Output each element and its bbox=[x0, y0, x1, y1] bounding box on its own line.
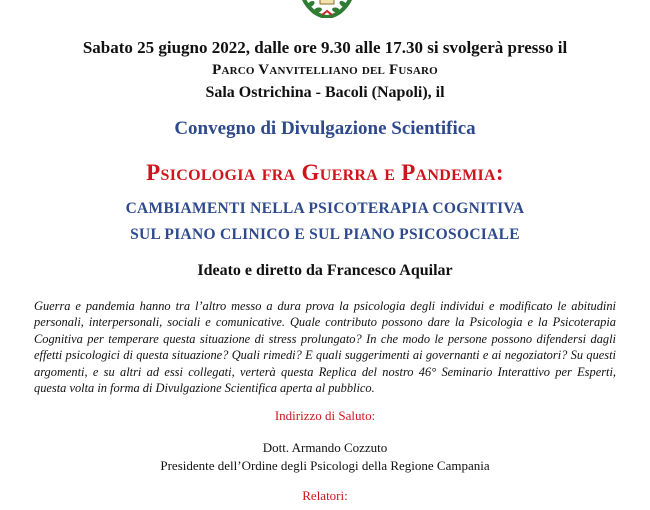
greeting-speaker-name: Dott. Armando Cozzuto bbox=[262, 440, 388, 455]
greeting-speaker-role: Presidente dell’Ordine degli Psicologi della Regione Campania bbox=[160, 458, 490, 473]
venue-line: Parco Vanvitelliano del Fusaro bbox=[212, 62, 438, 78]
event-subtitle-line-1: CAMBIAMENTI NELLA PSICOTERAPIA COGNITIVA bbox=[125, 200, 525, 217]
room-location-line: Sala Ostrichina - Bacoli (Napoli), il bbox=[205, 84, 445, 101]
event-type-heading: Convegno di Divulgazione Scientifica bbox=[174, 118, 476, 139]
event-description: Guerra e pandemia hanno tra l’altro messo a dura prova la psicologia degli individui e modificato le abitudini personali, interpersonali, sociali e comunicative. Quale contributo possono dare la Psicologia e la Psicoterapia Cognitiva per temperare questa situazione di stress prolungato? In che modo le persone possono difendersi dagli effetti psicologici di questa situazione? Quali rimedi? E quali suggerimenti ai governanti e ai negoziatori? Su questi argomenti, e su altri ad essi collegati, verterà questa Replica del nostro 46° Seminario Interattivo per Esperti, questa volta in forma di Divulgazione Scientifica aperta al pubblico. bbox=[34, 299, 616, 396]
event-title: Psicologia fra Guerra e Pandemia: bbox=[146, 160, 504, 185]
speakers-heading: Relatori: bbox=[302, 488, 348, 503]
date-time-line: Sabato 25 giugno 2022, dalle ore 9.30 alle 17.30 si svolgerà presso il bbox=[82, 38, 568, 57]
greeting-heading: Indirizzo di Saluto: bbox=[274, 408, 376, 423]
event-subtitle-line-2: SUL PIANO CLINICO E SUL PIANO PSICOSOCIALE bbox=[130, 226, 520, 243]
laurel-emblem-icon bbox=[296, 0, 358, 18]
director-credit: Ideato e diretto da Francesco Aquilar bbox=[197, 262, 453, 279]
